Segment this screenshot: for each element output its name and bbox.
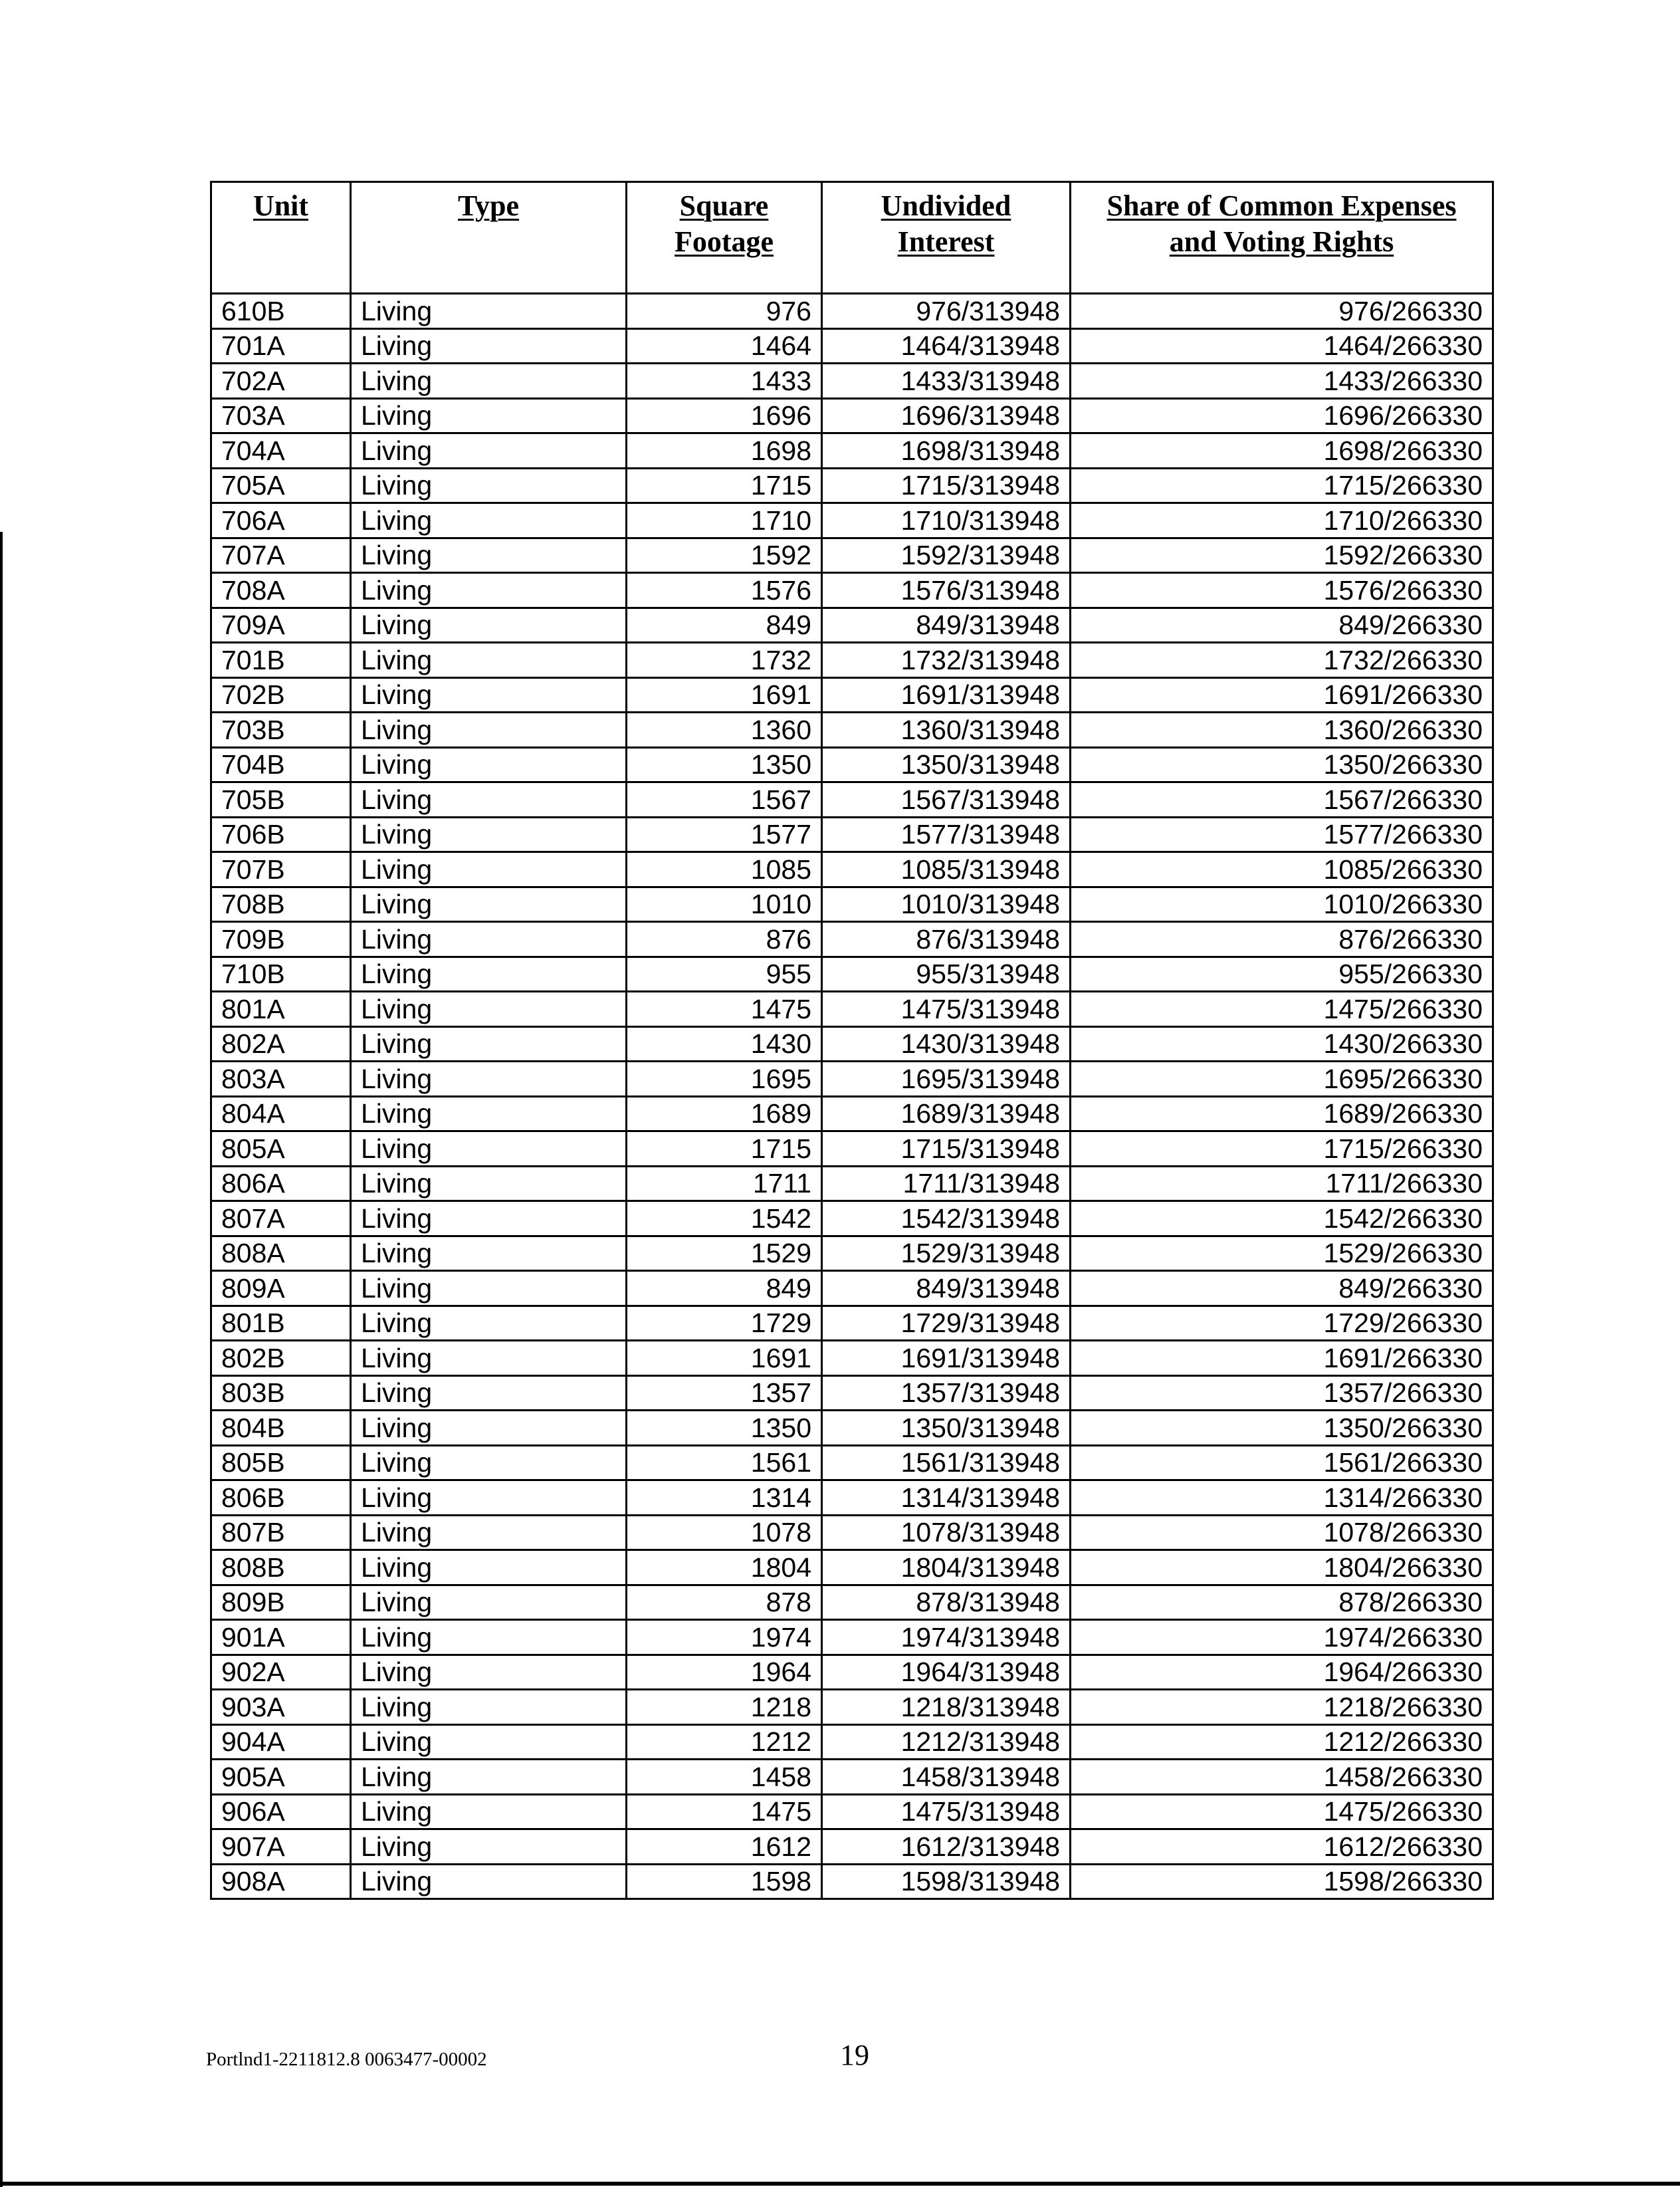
cell-unit: 704B: [211, 747, 351, 782]
cell-undivided-interest: 1433/313948: [822, 364, 1071, 399]
cell-square-footage: 1695: [627, 1062, 822, 1097]
table-row: [211, 1062, 1493, 1097]
table-row: [211, 1480, 1493, 1516]
cell-square-footage: 1078: [627, 1515, 822, 1550]
cell-undivided-interest: 1458/313948: [822, 1760, 1071, 1795]
cell-type: Living: [351, 1411, 627, 1446]
cell-unit: 708A: [211, 573, 351, 608]
cell-share: 1577/266330: [1071, 817, 1493, 852]
table-header-row: [211, 182, 1493, 294]
cell-type: Living: [351, 538, 627, 573]
cell-undivided-interest: 955/313948: [822, 957, 1071, 992]
cell-type: Living: [351, 957, 627, 992]
cell-share: 1689/266330: [1071, 1096, 1493, 1131]
cell-unit: 710B: [211, 957, 351, 992]
cell-type: Living: [351, 1829, 627, 1865]
cell-square-footage: 1732: [627, 643, 822, 678]
cell-share: 876/266330: [1071, 922, 1493, 957]
cell-undivided-interest: 1360/313948: [822, 713, 1071, 748]
table-row: [211, 957, 1493, 992]
table-row: [211, 922, 1493, 957]
table-row: [211, 1550, 1493, 1585]
cell-square-footage: 1212: [627, 1724, 822, 1760]
table-row: [211, 1585, 1493, 1620]
cell-share: 1433/266330: [1071, 364, 1493, 399]
cell-square-footage: 1711: [627, 1166, 822, 1201]
table-row: [211, 608, 1493, 643]
table-row: [211, 747, 1493, 782]
cell-type: Living: [351, 1445, 627, 1480]
cell-type: Living: [351, 1515, 627, 1550]
header-undivided-interest: Undivided Interest: [822, 182, 1071, 294]
cell-square-footage: 1598: [627, 1864, 822, 1899]
cell-share: 976/266330: [1071, 294, 1493, 329]
table-row: [211, 677, 1493, 713]
cell-share: 849/266330: [1071, 1271, 1493, 1306]
cell-type: Living: [351, 992, 627, 1027]
cell-type: Living: [351, 1550, 627, 1585]
cell-undivided-interest: 849/313948: [822, 1271, 1071, 1306]
cell-share: 1085/266330: [1071, 852, 1493, 887]
cell-type: Living: [351, 1655, 627, 1690]
cell-unit: 707B: [211, 852, 351, 887]
table-row: [211, 1445, 1493, 1480]
cell-square-footage: 1475: [627, 1794, 822, 1829]
cell-undivided-interest: 1689/313948: [822, 1096, 1071, 1131]
cell-unit: 801B: [211, 1306, 351, 1341]
cell-square-footage: 1350: [627, 1411, 822, 1446]
cell-type: Living: [351, 1620, 627, 1655]
cell-square-footage: 1561: [627, 1445, 822, 1480]
table-row: [211, 1515, 1493, 1550]
cell-square-footage: 1314: [627, 1480, 822, 1516]
unit-allocation-table: [210, 181, 1494, 1900]
cell-unit: 704A: [211, 433, 351, 469]
table-row: [211, 328, 1493, 364]
header-square-footage: Square Footage: [627, 182, 822, 294]
cell-share: 1010/266330: [1071, 887, 1493, 922]
cell-share: 1974/266330: [1071, 1620, 1493, 1655]
cell-unit: 801A: [211, 992, 351, 1027]
table-row: [211, 1131, 1493, 1167]
cell-square-footage: 1576: [627, 573, 822, 608]
unit-table-container: [210, 181, 1492, 1900]
cell-square-footage: 849: [627, 1271, 822, 1306]
cell-type: Living: [351, 852, 627, 887]
cell-square-footage: 1698: [627, 433, 822, 469]
table-row: [211, 1690, 1493, 1725]
cell-undivided-interest: 1212/313948: [822, 1724, 1071, 1760]
cell-square-footage: 1218: [627, 1690, 822, 1725]
table-row: [211, 782, 1493, 818]
cell-unit: 701A: [211, 328, 351, 364]
cell-share: 1729/266330: [1071, 1306, 1493, 1341]
cell-unit: 702A: [211, 364, 351, 399]
cell-square-footage: 876: [627, 922, 822, 957]
cell-type: Living: [351, 1026, 627, 1062]
cell-share: 955/266330: [1071, 957, 1493, 992]
cell-unit: 709B: [211, 922, 351, 957]
cell-type: Living: [351, 1864, 627, 1899]
cell-unit: 709A: [211, 608, 351, 643]
cell-square-footage: 1350: [627, 747, 822, 782]
cell-share: 1592/266330: [1071, 538, 1493, 573]
cell-type: Living: [351, 1480, 627, 1516]
cell-square-footage: 1691: [627, 1341, 822, 1376]
cell-square-footage: 976: [627, 294, 822, 329]
table-row: [211, 1341, 1493, 1376]
cell-undivided-interest: 1542/313948: [822, 1201, 1071, 1236]
cell-share: 1430/266330: [1071, 1026, 1493, 1062]
table-row: [211, 294, 1493, 329]
table-row: [211, 817, 1493, 852]
cell-type: Living: [351, 503, 627, 538]
cell-unit: 904A: [211, 1724, 351, 1760]
cell-type: Living: [351, 1166, 627, 1201]
cell-square-footage: 1974: [627, 1620, 822, 1655]
table-row: [211, 1829, 1493, 1865]
cell-undivided-interest: 1974/313948: [822, 1620, 1071, 1655]
cell-unit: 707A: [211, 538, 351, 573]
table-row: [211, 1201, 1493, 1236]
scan-edge-left: [0, 532, 3, 2187]
page-number: 19: [840, 2039, 869, 2071]
cell-undivided-interest: 1010/313948: [822, 887, 1071, 922]
cell-square-footage: 1612: [627, 1829, 822, 1865]
cell-type: Living: [351, 677, 627, 713]
cell-type: Living: [351, 887, 627, 922]
cell-unit: 901A: [211, 1620, 351, 1655]
table-row: [211, 1236, 1493, 1271]
footer-document-id: Portlnd1-2211812.8 0063477-00002: [206, 2049, 487, 2070]
table-row: [211, 1724, 1493, 1760]
cell-square-footage: 1085: [627, 852, 822, 887]
cell-square-footage: 1729: [627, 1306, 822, 1341]
cell-type: Living: [351, 364, 627, 399]
table-row: [211, 1026, 1493, 1062]
table-row: [211, 433, 1493, 469]
cell-square-footage: 1577: [627, 817, 822, 852]
cell-type: Living: [351, 1760, 627, 1795]
cell-undivided-interest: 1529/313948: [822, 1236, 1071, 1271]
cell-unit: 809A: [211, 1271, 351, 1306]
cell-unit: 804B: [211, 1411, 351, 1446]
table-row: [211, 1411, 1493, 1446]
cell-share: 1612/266330: [1071, 1829, 1493, 1865]
cell-undivided-interest: 876/313948: [822, 922, 1071, 957]
table-row: [211, 992, 1493, 1027]
table-row: [211, 1375, 1493, 1411]
table-row: [211, 1794, 1493, 1829]
cell-undivided-interest: 1612/313948: [822, 1829, 1071, 1865]
cell-undivided-interest: 1430/313948: [822, 1026, 1071, 1062]
cell-square-footage: 1458: [627, 1760, 822, 1795]
cell-undivided-interest: 1561/313948: [822, 1445, 1071, 1480]
cell-type: Living: [351, 1690, 627, 1725]
cell-unit: 706B: [211, 817, 351, 852]
cell-square-footage: 1804: [627, 1550, 822, 1585]
cell-square-footage: 1475: [627, 992, 822, 1027]
cell-unit: 705B: [211, 782, 351, 818]
cell-type: Living: [351, 328, 627, 364]
cell-share: 1598/266330: [1071, 1864, 1493, 1899]
cell-share: 1691/266330: [1071, 677, 1493, 713]
cell-undivided-interest: 1711/313948: [822, 1166, 1071, 1201]
cell-share: 1350/266330: [1071, 747, 1493, 782]
cell-unit: 701B: [211, 643, 351, 678]
header-type: Type: [351, 182, 627, 294]
cell-undivided-interest: 1964/313948: [822, 1655, 1071, 1690]
cell-share: 1695/266330: [1071, 1062, 1493, 1097]
cell-unit: 906A: [211, 1794, 351, 1829]
cell-square-footage: 1542: [627, 1201, 822, 1236]
cell-type: Living: [351, 1271, 627, 1306]
cell-type: Living: [351, 1201, 627, 1236]
cell-undivided-interest: 1464/313948: [822, 328, 1071, 364]
cell-undivided-interest: 1598/313948: [822, 1864, 1071, 1899]
cell-square-footage: 849: [627, 608, 822, 643]
cell-undivided-interest: 1357/313948: [822, 1375, 1071, 1411]
cell-unit: 703A: [211, 398, 351, 433]
cell-unit: 708B: [211, 887, 351, 922]
cell-type: Living: [351, 643, 627, 678]
cell-share: 1350/266330: [1071, 1411, 1493, 1446]
cell-share: 1710/266330: [1071, 503, 1493, 538]
cell-type: Living: [351, 433, 627, 469]
cell-share: 1464/266330: [1071, 328, 1493, 364]
table-body: [211, 294, 1493, 1899]
cell-unit: 806A: [211, 1166, 351, 1201]
cell-share: 1357/266330: [1071, 1375, 1493, 1411]
cell-undivided-interest: 1691/313948: [822, 1341, 1071, 1376]
cell-undivided-interest: 1350/313948: [822, 747, 1071, 782]
cell-undivided-interest: 1475/313948: [822, 1794, 1071, 1829]
cell-share: 1475/266330: [1071, 992, 1493, 1027]
cell-undivided-interest: 849/313948: [822, 608, 1071, 643]
cell-square-footage: 1567: [627, 782, 822, 818]
cell-undivided-interest: 1577/313948: [822, 817, 1071, 852]
cell-unit: 802A: [211, 1026, 351, 1062]
cell-undivided-interest: 1078/313948: [822, 1515, 1071, 1550]
cell-unit: 803A: [211, 1062, 351, 1097]
cell-undivided-interest: 1218/313948: [822, 1690, 1071, 1725]
cell-unit: 706A: [211, 503, 351, 538]
cell-undivided-interest: 1314/313948: [822, 1480, 1071, 1516]
cell-square-footage: 1529: [627, 1236, 822, 1271]
cell-type: Living: [351, 1724, 627, 1760]
cell-share: 1964/266330: [1071, 1655, 1493, 1690]
cell-type: Living: [351, 294, 627, 329]
cell-undivided-interest: 1085/313948: [822, 852, 1071, 887]
cell-square-footage: 1010: [627, 887, 822, 922]
table-row: [211, 538, 1493, 573]
cell-undivided-interest: 1710/313948: [822, 503, 1071, 538]
cell-unit: 808A: [211, 1236, 351, 1271]
cell-undivided-interest: 1592/313948: [822, 538, 1071, 573]
table-row: [211, 1271, 1493, 1306]
cell-share: 1458/266330: [1071, 1760, 1493, 1795]
cell-type: Living: [351, 1096, 627, 1131]
cell-type: Living: [351, 1794, 627, 1829]
cell-square-footage: 1696: [627, 398, 822, 433]
cell-square-footage: 1357: [627, 1375, 822, 1411]
cell-unit: 809B: [211, 1585, 351, 1620]
cell-type: Living: [351, 573, 627, 608]
cell-share: 1715/266330: [1071, 468, 1493, 503]
cell-unit: 807A: [211, 1201, 351, 1236]
cell-square-footage: 1592: [627, 538, 822, 573]
cell-unit: 703B: [211, 713, 351, 748]
cell-type: Living: [351, 713, 627, 748]
cell-share: 1567/266330: [1071, 782, 1493, 818]
cell-unit: 805B: [211, 1445, 351, 1480]
cell-type: Living: [351, 468, 627, 503]
cell-type: Living: [351, 1306, 627, 1341]
cell-type: Living: [351, 782, 627, 818]
table-row: [211, 364, 1493, 399]
cell-unit: 805A: [211, 1131, 351, 1167]
cell-share: 1212/266330: [1071, 1724, 1493, 1760]
cell-square-footage: 1964: [627, 1655, 822, 1690]
cell-unit: 802B: [211, 1341, 351, 1376]
cell-unit: 804A: [211, 1096, 351, 1131]
cell-share: 1078/266330: [1071, 1515, 1493, 1550]
cell-type: Living: [351, 1236, 627, 1271]
table-row: [211, 1760, 1493, 1795]
cell-square-footage: 1464: [627, 328, 822, 364]
cell-square-footage: 1691: [627, 677, 822, 713]
cell-undivided-interest: 1729/313948: [822, 1306, 1071, 1341]
cell-unit: 808B: [211, 1550, 351, 1585]
table-row: [211, 887, 1493, 922]
cell-undivided-interest: 1695/313948: [822, 1062, 1071, 1097]
table-row: [211, 1655, 1493, 1690]
cell-share: 1715/266330: [1071, 1131, 1493, 1167]
cell-share: 1218/266330: [1071, 1690, 1493, 1725]
table-row: [211, 468, 1493, 503]
cell-unit: 803B: [211, 1375, 351, 1411]
table-row: [211, 573, 1493, 608]
cell-unit: 807B: [211, 1515, 351, 1550]
table-row: [211, 643, 1493, 678]
table-row: [211, 1864, 1493, 1899]
cell-square-footage: 878: [627, 1585, 822, 1620]
cell-share: 1542/266330: [1071, 1201, 1493, 1236]
cell-square-footage: 1430: [627, 1026, 822, 1062]
cell-share: 1804/266330: [1071, 1550, 1493, 1585]
cell-unit: 610B: [211, 294, 351, 329]
cell-share: 1360/266330: [1071, 713, 1493, 748]
cell-square-footage: 955: [627, 957, 822, 992]
cell-share: 1732/266330: [1071, 643, 1493, 678]
cell-unit: 806B: [211, 1480, 351, 1516]
cell-square-footage: 1715: [627, 1131, 822, 1167]
cell-undivided-interest: 976/313948: [822, 294, 1071, 329]
cell-share: 1475/266330: [1071, 1794, 1493, 1829]
cell-square-footage: 1715: [627, 468, 822, 503]
cell-type: Living: [351, 1375, 627, 1411]
cell-share: 1698/266330: [1071, 433, 1493, 469]
cell-share: 1576/266330: [1071, 573, 1493, 608]
cell-square-footage: 1710: [627, 503, 822, 538]
cell-square-footage: 1360: [627, 713, 822, 748]
cell-undivided-interest: 1567/313948: [822, 782, 1071, 818]
cell-type: Living: [351, 1062, 627, 1097]
cell-undivided-interest: 1350/313948: [822, 1411, 1071, 1446]
cell-unit: 905A: [211, 1760, 351, 1795]
cell-unit: 902A: [211, 1655, 351, 1690]
cell-type: Living: [351, 608, 627, 643]
cell-unit: 903A: [211, 1690, 351, 1725]
cell-type: Living: [351, 1585, 627, 1620]
scan-edge-bottom: [0, 2182, 1680, 2186]
cell-type: Living: [351, 922, 627, 957]
cell-undivided-interest: 1698/313948: [822, 433, 1071, 469]
cell-type: Living: [351, 817, 627, 852]
table-row: [211, 398, 1493, 433]
table-row: [211, 852, 1493, 887]
cell-type: Living: [351, 1131, 627, 1167]
table-row: [211, 713, 1493, 748]
table-row: [211, 503, 1493, 538]
cell-type: Living: [351, 747, 627, 782]
cell-share: 1711/266330: [1071, 1166, 1493, 1201]
cell-share: 1314/266330: [1071, 1480, 1493, 1516]
table-row: [211, 1620, 1493, 1655]
cell-undivided-interest: 1696/313948: [822, 398, 1071, 433]
table-row: [211, 1306, 1493, 1341]
cell-share: 849/266330: [1071, 608, 1493, 643]
cell-unit: 702B: [211, 677, 351, 713]
cell-square-footage: 1433: [627, 364, 822, 399]
table-row: [211, 1096, 1493, 1131]
cell-share: 1529/266330: [1071, 1236, 1493, 1271]
header-share-common-expenses: Share of Common Expenses and Voting Rights: [1071, 182, 1493, 294]
cell-share: 1561/266330: [1071, 1445, 1493, 1480]
cell-undivided-interest: 1691/313948: [822, 677, 1071, 713]
header-unit: Unit: [211, 182, 351, 294]
cell-undivided-interest: 1804/313948: [822, 1550, 1071, 1585]
cell-type: Living: [351, 398, 627, 433]
cell-undivided-interest: 1475/313948: [822, 992, 1071, 1027]
cell-type: Living: [351, 1341, 627, 1376]
cell-undivided-interest: 1715/313948: [822, 468, 1071, 503]
cell-share: 1691/266330: [1071, 1341, 1493, 1376]
cell-unit: 705A: [211, 468, 351, 503]
cell-undivided-interest: 1576/313948: [822, 573, 1071, 608]
cell-undivided-interest: 878/313948: [822, 1585, 1071, 1620]
cell-unit: 907A: [211, 1829, 351, 1865]
cell-undivided-interest: 1732/313948: [822, 643, 1071, 678]
cell-unit: 908A: [211, 1864, 351, 1899]
cell-share: 1696/266330: [1071, 398, 1493, 433]
cell-undivided-interest: 1715/313948: [822, 1131, 1071, 1167]
table-row: [211, 1166, 1493, 1201]
cell-square-footage: 1689: [627, 1096, 822, 1131]
cell-share: 878/266330: [1071, 1585, 1493, 1620]
